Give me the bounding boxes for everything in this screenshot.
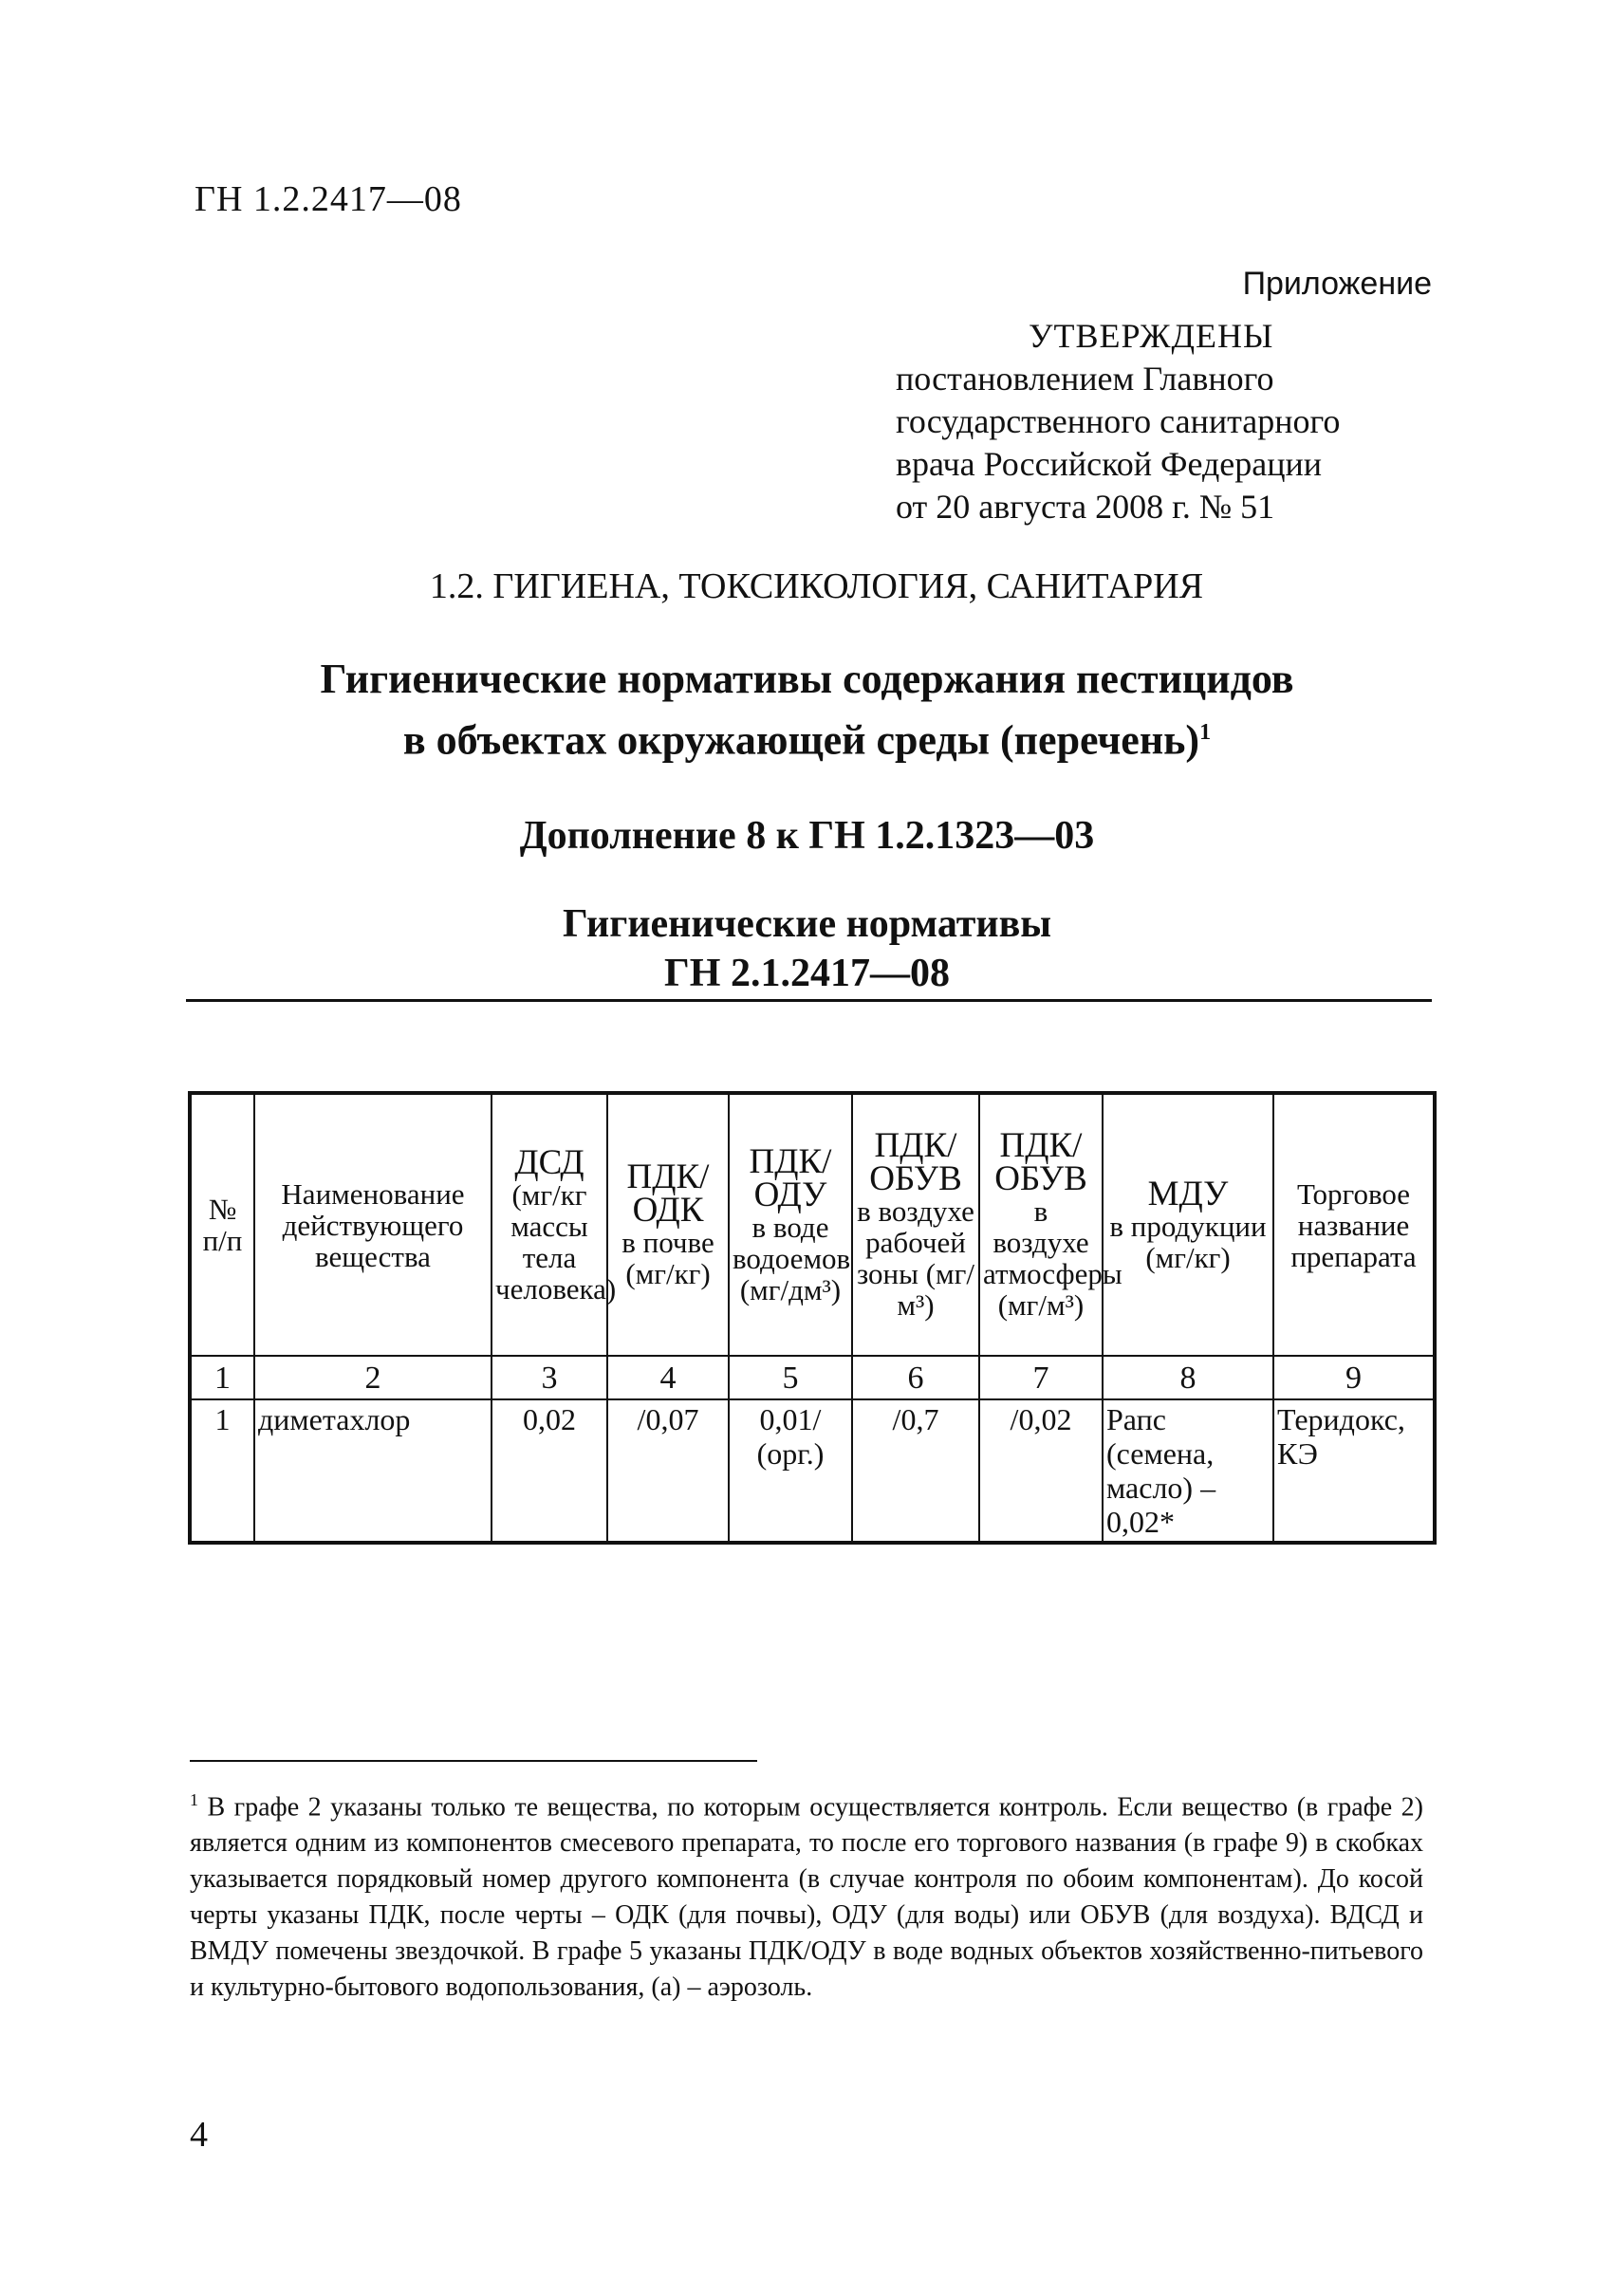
work-air-cell: /0,7 xyxy=(852,1399,979,1543)
header-dsd-title: ДСД xyxy=(514,1142,584,1182)
main-title-line-1: Гигиенические нормативы содержания пестицидов xyxy=(320,656,1294,702)
header-water-title: ПДК/ ОДУ xyxy=(749,1141,832,1214)
main-title-line-2 xyxy=(0,706,1614,768)
table-header-row xyxy=(190,1093,1435,1356)
norm-title xyxy=(0,899,1614,998)
column-number: 8 xyxy=(1103,1356,1273,1399)
header-work-air xyxy=(852,1093,979,1356)
header-work-air-title: ПДК/ ОБУВ xyxy=(869,1126,962,1198)
title-divider xyxy=(186,999,1432,1002)
section-heading: 1.2. ГИГИЕНА, ТОКСИКОЛОГИЯ, САНИТАРИЯ xyxy=(429,566,1204,606)
main-title-line-2-text: в объектах окружающей среды (перечень) xyxy=(402,716,1200,764)
header-dsd-detail: (мг/кг массы тела человека) xyxy=(495,1177,617,1305)
main-title xyxy=(0,653,1614,768)
footnote-divider xyxy=(190,1760,757,1762)
column-number: 1 xyxy=(190,1356,254,1399)
header-water-detail: в воде водоемов xyxy=(733,1210,851,1275)
soil-cell: /0,07 xyxy=(607,1399,729,1543)
norms-table xyxy=(188,1091,1437,1545)
column-number: 9 xyxy=(1273,1356,1435,1399)
row-number: 1 xyxy=(190,1399,254,1543)
appendix-label: Приложение xyxy=(1242,266,1432,302)
approval-line: постановлением Главного xyxy=(896,360,1274,398)
atm-air-cell: /0,02 xyxy=(979,1399,1103,1543)
header-trade-name: Торговое название препарата xyxy=(1273,1093,1435,1356)
page-number: 4 xyxy=(190,2115,208,2155)
header-work-air-unit: (мг/м³) xyxy=(897,1257,974,1322)
footnote-reference[interactable]: 1 xyxy=(1199,720,1212,745)
footnote-mark: 1 xyxy=(190,1790,198,1809)
header-mdu-title: МДУ xyxy=(1147,1174,1229,1213)
footnote-text: В графе 2 указаны только те вещества, по которым осуществляется контроль. Если вещество (в графе 2) является одним из компонентов смесевого препарата, то после его торгового названия (в графе 9) в скобках указывается порядковый номер другого компонента (в случае контроля по обоим компонентам). До косой черты указаны ПДК, после черты – ОДК (для почвы), ОДУ (для воды) или ОБУВ (для воздуха). ВДСД и ВМДУ помечены звездочкой. В графе 5 указаны ПДК/ОДУ в воде водных объектов хозяйственно-питьевого и культурно-бытового водопользования, (а) – аэрозоль. xyxy=(190,1792,1424,2003)
approval-line: от 20 августа 2008 г. № 51 xyxy=(896,488,1275,526)
header-soil xyxy=(607,1093,729,1356)
column-number: 6 xyxy=(852,1356,979,1399)
header-soil-title: ПДК/ ОДК xyxy=(626,1157,710,1230)
header-dsd xyxy=(492,1093,617,1356)
column-number: 3 xyxy=(492,1356,607,1399)
header-atm-air xyxy=(979,1093,1122,1356)
column-number: 4 xyxy=(607,1356,729,1399)
dsd-cell: 0,02 xyxy=(492,1399,607,1543)
header-substance: Наименование действующего вещества xyxy=(254,1093,492,1356)
footnote xyxy=(190,1782,1423,2006)
trade-name-cell: Теридокс, КЭ xyxy=(1273,1399,1435,1543)
approval-line: врача Российской Федерации xyxy=(896,445,1323,483)
header-mdu-detail: в продукции (мг/кг) xyxy=(1109,1209,1267,1274)
approval-line: государственного санитарного xyxy=(896,402,1341,440)
header-number: № п/п xyxy=(190,1093,254,1356)
header-mdu xyxy=(1103,1093,1273,1356)
column-number: 7 xyxy=(979,1356,1103,1399)
header-atm-air-detail: в воздухе атмосферы xyxy=(983,1194,1122,1290)
mdu-cell: Рапс (семена, масло) – 0,02* xyxy=(1103,1399,1273,1543)
header-work-air-detail: в воздухе рабочей зоны xyxy=(856,1194,974,1290)
header-soil-detail: в почве (мг/кг) xyxy=(621,1226,714,1290)
substance-cell: диметахлор xyxy=(254,1399,492,1543)
column-number: 5 xyxy=(729,1356,852,1399)
approval-block xyxy=(896,315,1340,528)
water-cell: 0,01/ (орг.) xyxy=(729,1399,852,1543)
header-water xyxy=(729,1093,852,1356)
header-atm-air-unit: (мг/м³) xyxy=(997,1288,1085,1322)
norm-title-line-2: ГН 2.1.2417—08 xyxy=(664,952,950,995)
document-code: ГН 1.2.2417—08 xyxy=(195,179,462,219)
header-atm-air-title: ПДК/ ОБУВ xyxy=(994,1126,1087,1198)
norm-title-line-1: Гигиенические нормативы xyxy=(562,902,1052,946)
header-water-unit: (мг/дм³) xyxy=(739,1272,842,1306)
table-row xyxy=(190,1399,1435,1543)
column-number-row xyxy=(190,1356,1435,1399)
supplement-heading: Дополнение 8 к ГН 1.2.1323—03 xyxy=(519,814,1095,858)
approved-heading: УТВЕРЖДЕНЫ xyxy=(1029,317,1274,355)
column-number: 2 xyxy=(254,1356,492,1399)
